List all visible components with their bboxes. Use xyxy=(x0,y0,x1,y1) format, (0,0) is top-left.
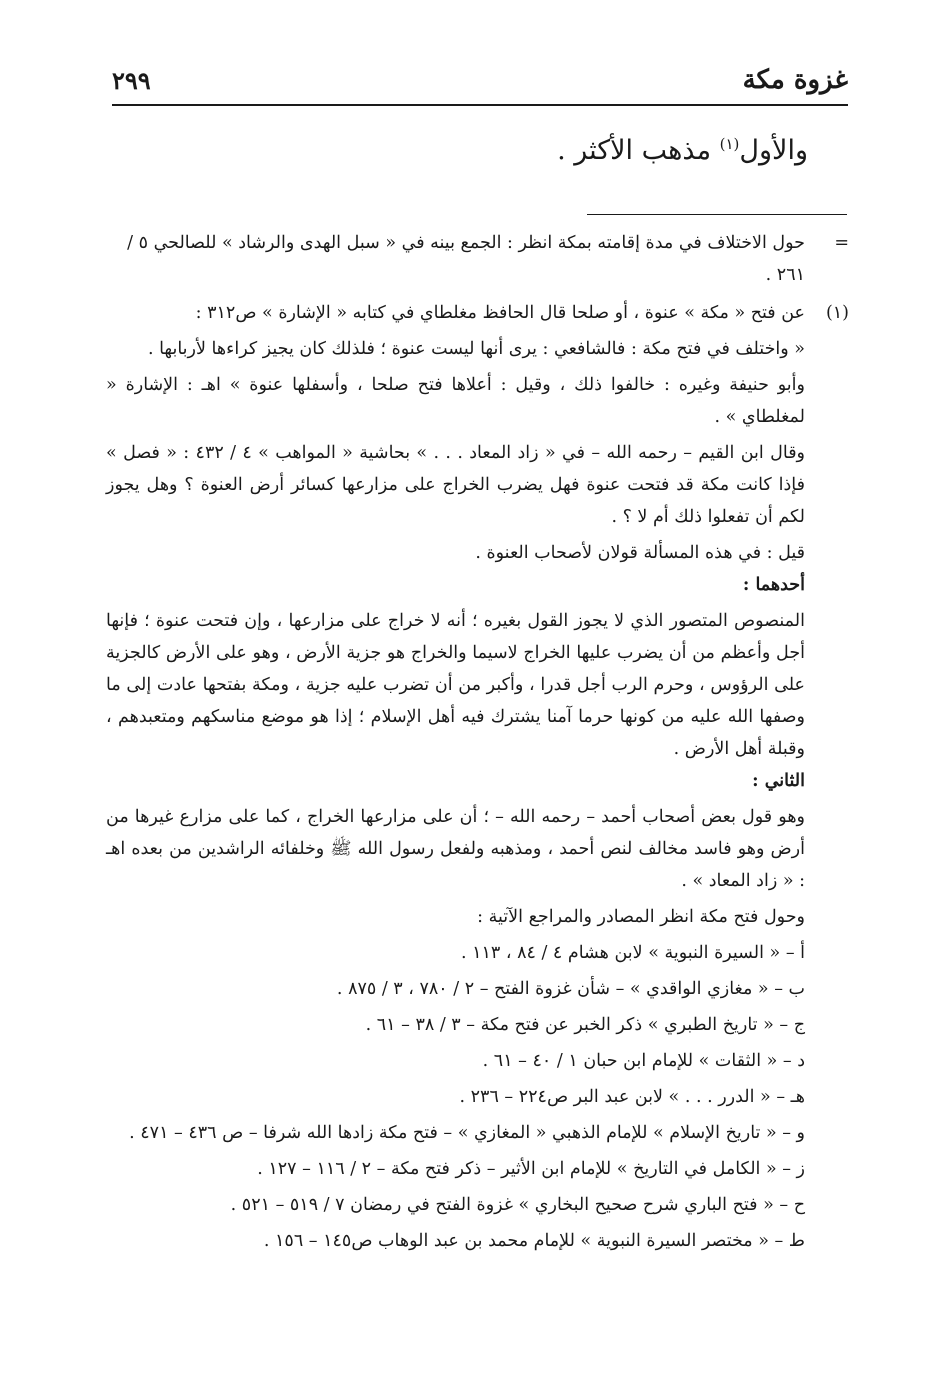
footnote-paragraph: وهو قول بعض أصحاب أحمد – رحمه الله – ؛ أن على مزارعها الخراج ، كما على مزارع غيرها من أرض وهو فاسد مخالف لنص أحمد ، ومذهبه ولفعل رسول الله ﷺ وخلفائه الراشدين من بعده اهـ : « زاد المعاد » . xyxy=(106,807,805,891)
footnotes-section xyxy=(106,227,849,1257)
source-item: و – « تاريخ الإسلام » للإمام الذهبي « المغازي » – فتح مكة زادها الله شرفا – ص ٤٣٦ – ٤٧١ . xyxy=(129,1123,805,1143)
footnote-paragraph: وقال ابن القيم – رحمه الله – في « زاد المعاد . . . » بحاشية « المواهب » ٤ / ٤٣٢ : « فصل » فإذا كانت مكة قد فتحت عنوة فهل يضرب الخراج على مزارعها كسائر أرض العنوة ؟ وهل يجوز لكم أن تفعلوا ذلك أم لا ؟ . xyxy=(106,443,806,527)
footnote-reference: (١) xyxy=(719,135,740,153)
source-item: ب – « مغازي الواقدي » – شأن غزوة الفتح – ٢ / ٧٨٠ ، ٣ / ٨٧٥ . xyxy=(336,979,805,999)
main-text-start: والأول xyxy=(739,135,808,166)
footnote-1-marker: (١) xyxy=(825,303,849,323)
continuation-text: حول الاختلاف في مدة إقامته بمكة انظر : الجمع بينه في « سبل الهدى والرشاد » للصالحي ٥ / ٢٦١ . xyxy=(127,233,805,285)
chapter-title: غزوة مكة xyxy=(742,65,848,95)
header-rule xyxy=(112,104,848,106)
footnote-separator xyxy=(587,214,847,215)
main-text-line xyxy=(557,122,808,173)
footnote-intro: عن فتح « مكة » عنوة ، أو صلحا قال الحافظ مغلطاي في كتابه « الإشارة » ص٣١٢ : xyxy=(195,303,805,323)
section-heading-second: الثاني : xyxy=(752,771,805,791)
source-item: هـ – « الدرر . . . » لابن عبد البر ص٢٢٤ – ٢٣٦ . xyxy=(459,1087,805,1107)
section-heading-first: أحدهما : xyxy=(742,575,805,595)
footnote-paragraph: وأبو حنيفة وغيره : خالفوا ذلك ، وقيل : أعلاها فتح صلحا ، وأسفلها عنوة » اهـ : الإشارة « لمغلطاي » . xyxy=(106,375,805,427)
footnote-paragraph: قيل : في هذه المسألة قولان لأصحاب العنوة . xyxy=(475,543,805,563)
source-item: ز – « الكامل في التاريخ » للإمام ابن الأثير – ذكر فتح مكة – ٢ / ١١٦ – ١٢٧ . xyxy=(257,1159,805,1179)
footnote-1 xyxy=(106,297,849,1257)
sources-intro: وحول فتح مكة انظر المصادر والمراجع الآتية : xyxy=(477,907,805,927)
footnote-paragraph: « واختلف في فتح مكة : فالشافعي : يرى أنها ليست عنوة ؛ فلذلك كان يجيز كراءها لأربابها . xyxy=(147,339,805,359)
source-item: ح – « فتح الباري شرح صحيح البخاري » غزوة الفتح في رمضان ٧ / ٥١٩ – ٥٢١ . xyxy=(230,1195,805,1215)
source-item: ج – « تاريخ الطبري » ذكر الخبر عن فتح مكة – ٣ / ٣٨ – ٦١ . xyxy=(365,1015,805,1035)
page-header xyxy=(112,60,848,100)
footnote-paragraph: المنصوص المتصور الذي لا يجوز القول بغيره ؛ أنه لا خراج على مزارعها ، وإن فتحت عنوة ؛ فإنها أجل وأعظم من أن يضرب عليها الخراج لاسيما والخراج هو جزية الأرض ، وهو على الأرض كالجزية على الرؤوس ، وحرم الرب أجل قدرا ، وأكبر من أن تضرب عليه جزية ، ومكة بفتحها عادت إلى ما وصفها الله عليه من كونها حرما آمنا يشترك فيه أهل الإسلام ؛ إذا هو موضع مناسكهم ومتعبدهم ، وقبلة أهل الأرض . xyxy=(106,611,805,759)
source-item: أ – « السيرة النبوية » لابن هشام ٤ / ٨٤ ، ١١٣ . xyxy=(460,943,805,963)
page-number: ٢٩٩ xyxy=(112,65,151,95)
source-item: ط – « مختصر السيرة النبوية » للإمام محمد بن عبد الوهاب ص١٤٥ – ١٥٦ . xyxy=(263,1231,805,1251)
footnote-continuation xyxy=(106,227,849,291)
source-item: د – « الثقات » للإمام ابن حبان ١ / ٤٠ – ٦١ . xyxy=(482,1051,805,1071)
main-text-end: مذهب الأكثر . xyxy=(557,135,720,166)
continuation-marker: = xyxy=(834,233,849,253)
